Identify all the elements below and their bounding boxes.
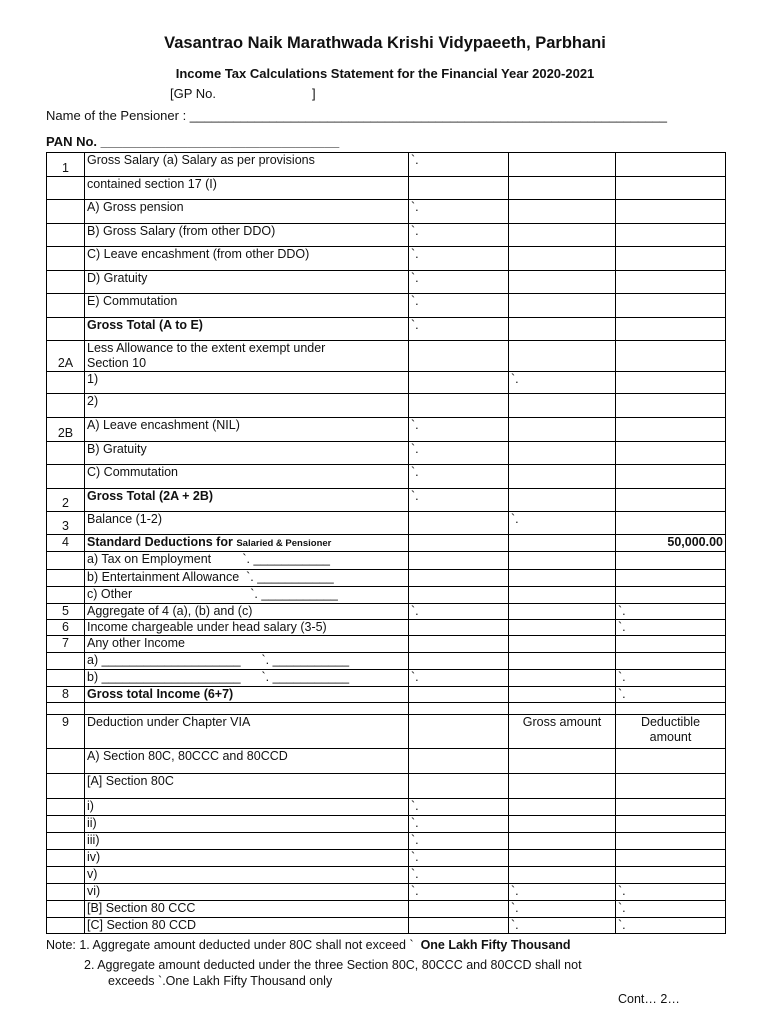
amount-cell <box>509 687 616 703</box>
row-description <box>85 341 409 372</box>
row-number <box>47 587 85 604</box>
row-number <box>47 318 85 341</box>
amount-cell <box>616 620 726 636</box>
amount-cell <box>509 703 616 715</box>
amount-cell <box>616 884 726 901</box>
row-description: Gross Total (A to E) <box>85 318 409 341</box>
standard-deductions-label: Standard Deductions for <box>87 535 237 549</box>
amount-cell <box>616 901 726 918</box>
row-description: Balance (1-2) <box>85 512 409 535</box>
row-number: 6 <box>47 620 85 636</box>
amount-cell <box>509 418 616 442</box>
amount-cell <box>509 867 616 884</box>
pan-number-line: PAN No. _________________________________ <box>46 134 340 149</box>
table-row <box>47 318 726 341</box>
table-row <box>47 341 726 372</box>
amount-cell <box>509 799 616 816</box>
amount-cell <box>616 394 726 418</box>
note-1-amount: One Lakh Fifty Thousand <box>420 938 571 952</box>
row-description: vi) <box>85 884 409 901</box>
note-2: 2. Aggregate amount deducted under the three Section 80C, 80CCC and 80CCD shall not <box>84 958 582 972</box>
table-row <box>47 177 726 200</box>
amount-cell <box>409 604 509 620</box>
table-row <box>47 687 726 703</box>
table-row <box>47 833 726 850</box>
amount-cell <box>509 394 616 418</box>
row-description: 1) <box>85 372 409 394</box>
gp-open: [GP No. <box>170 86 217 101</box>
table-row <box>47 465 726 489</box>
continued-marker: Cont… 2… <box>618 992 680 1006</box>
amount-cell <box>409 850 509 867</box>
row-description: Gross Total (2A + 2B) <box>85 489 409 512</box>
amount-cell <box>409 177 509 200</box>
amount-cell <box>616 774 726 799</box>
amount-cell <box>409 774 509 799</box>
rupee-symbol: `. <box>411 799 419 813</box>
amount-cell <box>409 153 509 177</box>
table-row <box>47 512 726 535</box>
amount-cell <box>616 749 726 774</box>
rupee-symbol: `. <box>618 604 626 618</box>
row-description: Any other Income <box>85 636 409 653</box>
table-row <box>47 884 726 901</box>
rupee-symbol: `. <box>411 604 419 618</box>
table-row <box>47 774 726 799</box>
rupee-symbol: `. <box>618 670 626 684</box>
standard-deductions-note: Salaried & Pensioner <box>236 538 332 549</box>
pensioner-name-line: Name of the Pensioner : __________________________________________________________________ <box>46 108 667 123</box>
row-description: A) Leave encashment (NIL) <box>85 418 409 442</box>
amount-cell <box>509 465 616 489</box>
amount-cell <box>509 535 616 552</box>
amount-cell <box>616 372 726 394</box>
amount-cell <box>616 294 726 318</box>
table-row <box>47 442 726 465</box>
amount-cell <box>509 489 616 512</box>
rupee-symbol: `. <box>411 247 419 261</box>
note-1-text: Note: 1. Aggregate amount deducted under 80C shall not exceed ` <box>46 938 421 952</box>
rupee-symbol: `. <box>411 867 419 881</box>
amount-cell <box>409 318 509 341</box>
rupee-symbol: `. <box>411 489 419 503</box>
row-number <box>47 394 85 418</box>
row-description: i) <box>85 799 409 816</box>
table-row <box>47 535 726 552</box>
amount-cell <box>509 294 616 318</box>
rupee-symbol: `. <box>411 816 419 830</box>
row-number: 2 <box>47 489 85 512</box>
row-description: Income chargeable under head salary (3-5) <box>85 620 409 636</box>
rupee-symbol: `. <box>511 372 519 386</box>
amount-cell <box>509 372 616 394</box>
amount-cell <box>509 570 616 587</box>
amount-cell <box>509 442 616 465</box>
table-row <box>47 653 726 670</box>
amount-cell <box>409 535 509 552</box>
row-description: A) Section 80C, 80CCC and 80CCD <box>85 749 409 774</box>
table-row <box>47 394 726 418</box>
gross-amount-header: Gross amount <box>509 715 616 749</box>
row-description: B) Gross Salary (from other DDO) <box>85 224 409 247</box>
amount-cell <box>409 442 509 465</box>
table-row <box>47 153 726 177</box>
row-number <box>47 867 85 884</box>
row-number <box>47 294 85 318</box>
amount-cell <box>409 341 509 372</box>
row-number <box>47 552 85 570</box>
table-row <box>47 670 726 687</box>
table-row <box>47 799 726 816</box>
amount-cell <box>616 153 726 177</box>
amount-cell <box>616 418 726 442</box>
amount-cell <box>616 570 726 587</box>
rupee-symbol: `. <box>411 670 419 684</box>
row-number: 1 <box>47 153 85 177</box>
row-number <box>47 570 85 587</box>
row-number <box>47 833 85 850</box>
row-number <box>47 918 85 934</box>
table-row <box>47 200 726 224</box>
amount-cell <box>616 341 726 372</box>
amount-cell <box>616 687 726 703</box>
table-row <box>47 224 726 247</box>
rupee-symbol: `. <box>411 318 419 332</box>
amount-cell <box>509 850 616 867</box>
rupee-symbol: `. <box>511 884 519 898</box>
amount-cell <box>509 833 616 850</box>
rupee-symbol: `. <box>411 833 419 847</box>
row-description: Gross total Income (6+7) <box>85 687 409 703</box>
row-number <box>47 271 85 294</box>
row-number <box>47 901 85 918</box>
table-row <box>47 570 726 587</box>
amount-cell <box>616 442 726 465</box>
amount-cell <box>409 570 509 587</box>
amount-cell <box>409 512 509 535</box>
amount-cell <box>509 341 616 372</box>
row-number: 3 <box>47 512 85 535</box>
amount-cell <box>409 687 509 703</box>
row-description: v) <box>85 867 409 884</box>
deductible-amount-header-line-1: Deductible <box>640 715 701 729</box>
amount-cell <box>409 653 509 670</box>
table-row <box>47 749 726 774</box>
amount-cell <box>616 587 726 604</box>
row-number <box>47 224 85 247</box>
note-2-continued: exceeds `.One Lakh Fifty Thousand only <box>108 974 333 988</box>
amount-cell <box>409 620 509 636</box>
row-description: c) Other `. ___________ <box>85 587 409 604</box>
amount-cell <box>509 884 616 901</box>
amount-cell <box>409 294 509 318</box>
row-description: A) Gross pension <box>85 200 409 224</box>
amount-cell <box>509 620 616 636</box>
amount-cell <box>616 867 726 884</box>
row-number: 2B <box>47 418 85 442</box>
amount-cell <box>616 512 726 535</box>
amount-cell <box>409 799 509 816</box>
row-description: C) Leave encashment (from other DDO) <box>85 247 409 271</box>
row-description: ii) <box>85 816 409 833</box>
row-number <box>47 799 85 816</box>
amount-cell <box>616 799 726 816</box>
amount-cell <box>509 749 616 774</box>
amount-cell <box>509 901 616 918</box>
rupee-symbol: `. <box>618 918 626 932</box>
university-title: Vasantrao Naik Marathwada Krishi Vidypaeeth, Parbhani <box>164 34 606 52</box>
amount-cell <box>616 703 726 715</box>
table-row <box>47 418 726 442</box>
rupee-symbol: `. <box>411 850 419 864</box>
amount-cell <box>409 394 509 418</box>
row-number <box>47 703 85 715</box>
rupee-symbol: `. <box>411 224 419 238</box>
row-number: 9 <box>47 715 85 749</box>
row-description: b) Entertainment Allowance `. ___________ <box>85 570 409 587</box>
amount-cell <box>409 670 509 687</box>
table-row <box>47 715 726 749</box>
row-number <box>47 465 85 489</box>
row-description <box>85 703 409 715</box>
amount-cell <box>616 653 726 670</box>
amount-cell <box>509 636 616 653</box>
table-row <box>47 620 726 636</box>
amount-cell <box>616 224 726 247</box>
amount-cell <box>509 318 616 341</box>
row-description <box>85 535 409 552</box>
rupee-symbol: `. <box>411 884 419 898</box>
row-number: 5 <box>47 604 85 620</box>
amount-cell <box>409 489 509 512</box>
amount-cell <box>409 587 509 604</box>
statement-title: Income Tax Calculations Statement for the Financial Year 2020-2021 <box>175 66 595 81</box>
amount-cell <box>616 552 726 570</box>
amount-cell <box>616 816 726 833</box>
amount-cell <box>409 703 509 715</box>
amount-cell <box>509 247 616 271</box>
row-description: b) ____________________ `. ___________ <box>85 670 409 687</box>
amount-cell <box>409 552 509 570</box>
amount-cell <box>409 867 509 884</box>
row-number <box>47 653 85 670</box>
amount-cell <box>409 816 509 833</box>
amount-cell <box>509 224 616 247</box>
rupee-symbol: `. <box>411 465 419 479</box>
row-description: iii) <box>85 833 409 850</box>
rupee-symbol: `. <box>411 271 419 285</box>
amount-cell <box>509 774 616 799</box>
table-row <box>47 372 726 394</box>
row-description: 2) <box>85 394 409 418</box>
row-number <box>47 200 85 224</box>
amount-cell <box>509 587 616 604</box>
row-number <box>47 177 85 200</box>
amount-cell <box>409 465 509 489</box>
row-number <box>47 774 85 799</box>
amount-cell <box>409 749 509 774</box>
row-description: E) Commutation <box>85 294 409 318</box>
row-description: a) ____________________ `. ___________ <box>85 653 409 670</box>
amount-cell <box>616 850 726 867</box>
amount-cell <box>616 247 726 271</box>
amount-cell <box>409 372 509 394</box>
rupee-symbol: `. <box>618 901 626 915</box>
amount-cell <box>509 918 616 934</box>
amount-cell <box>616 833 726 850</box>
row-number <box>47 816 85 833</box>
rupee-symbol: `. <box>618 884 626 898</box>
row-description-line-2: Section 10 <box>87 356 147 370</box>
row-description: contained section 17 (I) <box>85 177 409 200</box>
row-description: Aggregate of 4 (a), (b) and (c) <box>85 604 409 620</box>
table-row <box>47 489 726 512</box>
amount-cell <box>616 604 726 620</box>
standard-deduction-amount: 50,000.00 <box>616 535 726 552</box>
amount-cell <box>616 271 726 294</box>
rupee-symbol: `. <box>411 418 419 432</box>
gp-close: ] <box>312 86 316 101</box>
amount-cell <box>616 918 726 934</box>
table-row <box>47 271 726 294</box>
amount-cell <box>409 271 509 294</box>
amount-cell <box>616 670 726 687</box>
gp-number-line <box>170 86 316 101</box>
amount-cell <box>616 318 726 341</box>
amount-cell <box>409 918 509 934</box>
table-row <box>47 867 726 884</box>
row-number: 8 <box>47 687 85 703</box>
row-number <box>47 670 85 687</box>
amount-cell <box>409 247 509 271</box>
amount-cell <box>509 271 616 294</box>
table-row <box>47 294 726 318</box>
amount-cell <box>509 200 616 224</box>
row-description-line-1: Less Allowance to the extent exempt under <box>87 341 326 355</box>
amount-cell <box>409 636 509 653</box>
table-row <box>47 850 726 867</box>
amount-cell <box>409 901 509 918</box>
row-number: 4 <box>47 535 85 552</box>
amount-cell <box>409 200 509 224</box>
amount-cell <box>509 512 616 535</box>
row-description: Gross Salary (a) Salary as per provisions <box>85 153 409 177</box>
rupee-symbol: `. <box>411 153 419 167</box>
row-description: [A] Section 80C <box>85 774 409 799</box>
table-row <box>47 604 726 620</box>
amount-cell <box>616 636 726 653</box>
row-number <box>47 372 85 394</box>
rupee-symbol: `. <box>511 512 519 526</box>
rupee-symbol: `. <box>511 918 519 932</box>
row-description: [C] Section 80 CCD <box>85 918 409 934</box>
deductible-amount-header <box>616 715 726 749</box>
row-description: [B] Section 80 CCC <box>85 901 409 918</box>
table-row <box>47 901 726 918</box>
table-row <box>47 587 726 604</box>
rupee-symbol: `. <box>618 620 626 634</box>
deductible-amount-header-line-2: amount <box>649 730 692 744</box>
rupee-symbol: `. <box>411 294 419 308</box>
row-description: C) Commutation <box>85 465 409 489</box>
row-number <box>47 749 85 774</box>
amount-cell <box>409 884 509 901</box>
rupee-symbol: `. <box>511 901 519 915</box>
amount-cell <box>616 465 726 489</box>
tax-calculation-table <box>46 152 726 934</box>
note-1 <box>46 936 571 955</box>
amount-cell <box>509 670 616 687</box>
row-number: 2A <box>47 341 85 372</box>
row-description: B) Gratuity <box>85 442 409 465</box>
rupee-symbol: `. <box>618 687 626 701</box>
row-number <box>47 850 85 867</box>
amount-cell <box>509 816 616 833</box>
row-description: iv) <box>85 850 409 867</box>
row-number <box>47 442 85 465</box>
amount-cell <box>409 418 509 442</box>
amount-cell <box>509 177 616 200</box>
table-row <box>47 703 726 715</box>
amount-cell <box>616 489 726 512</box>
amount-cell <box>616 177 726 200</box>
row-description: Deduction under Chapter VIA <box>85 715 409 749</box>
amount-cell <box>509 653 616 670</box>
table-row <box>47 636 726 653</box>
row-description: D) Gratuity <box>85 271 409 294</box>
table-row <box>47 247 726 271</box>
row-description: a) Tax on Employment `. ___________ <box>85 552 409 570</box>
amount-cell <box>616 200 726 224</box>
amount-cell <box>509 552 616 570</box>
row-number <box>47 247 85 271</box>
rupee-symbol: `. <box>411 200 419 214</box>
row-number <box>47 884 85 901</box>
amount-cell <box>409 224 509 247</box>
row-number: 7 <box>47 636 85 653</box>
table-row <box>47 816 726 833</box>
table-row <box>47 918 726 934</box>
table-row <box>47 552 726 570</box>
amount-cell <box>509 604 616 620</box>
rupee-symbol: `. <box>411 442 419 456</box>
amount-cell <box>409 715 509 749</box>
amount-cell <box>409 833 509 850</box>
amount-cell <box>509 153 616 177</box>
